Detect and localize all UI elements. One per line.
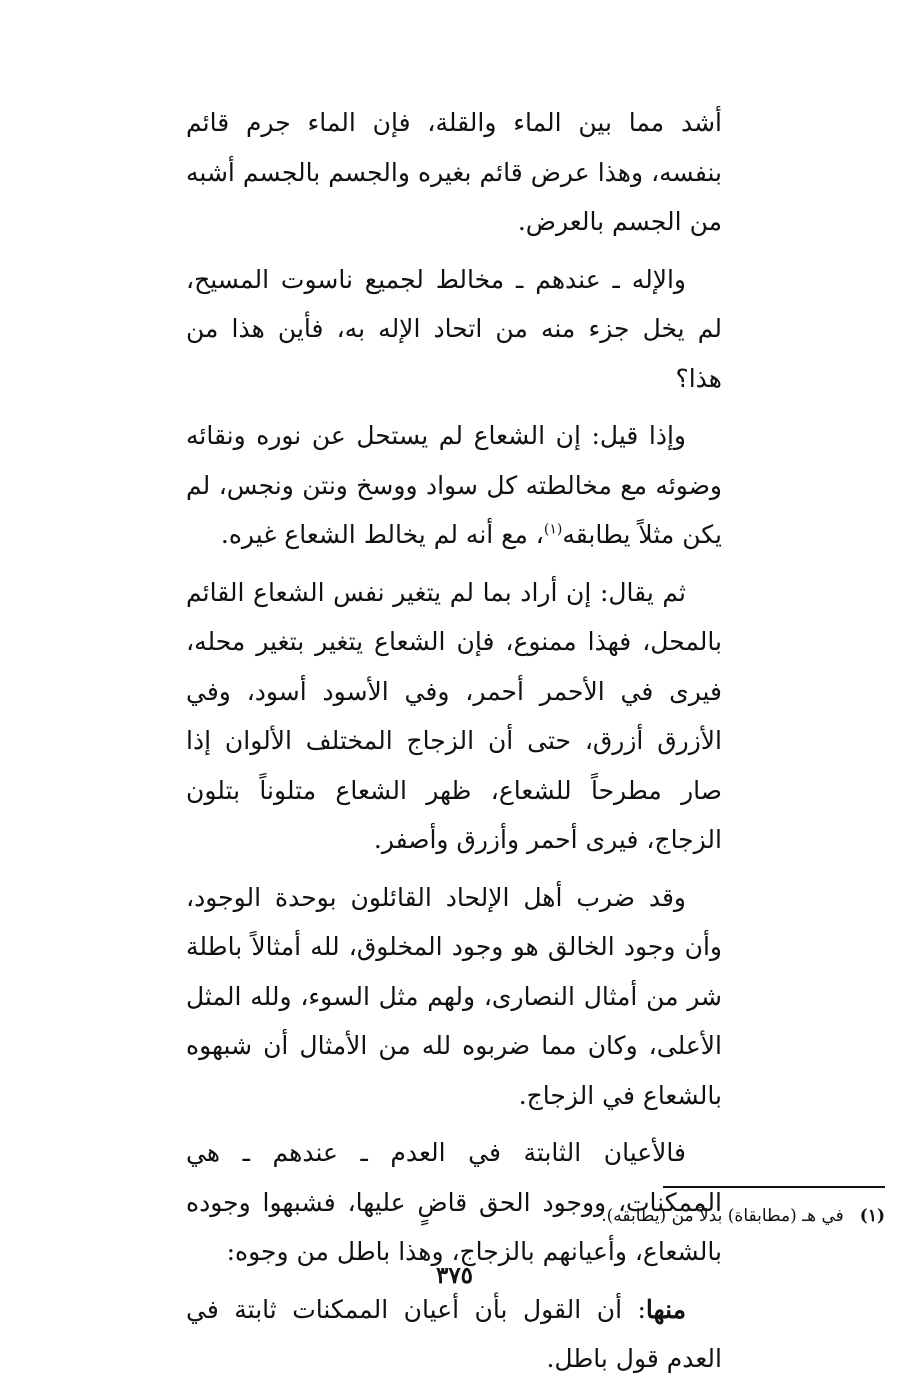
footnote-divider	[663, 1186, 885, 1188]
paragraph-7-text: : أن القول بأن أعيان الممكنات ثابتة في العدم قول باطل.	[186, 1294, 722, 1373]
paragraph-7-lead: منها	[645, 1294, 686, 1324]
paragraph-4	[186, 568, 722, 865]
paragraph-3-text-before: وإذا قيل: إن الشعاع لم يستحل عن نوره ونقائه وضوئه مع مخالطته كل سواد ووسخ ونتن ونجس، لم يكن مثلاً يطابقه	[186, 421, 722, 549]
paragraph-1	[186, 98, 722, 247]
paragraph-7	[186, 1285, 722, 1384]
footnote-number: (١)	[859, 1206, 885, 1226]
paragraph-3-text-after: ، مع أنه لم يخالط الشعاع غيره.	[220, 520, 544, 549]
paragraph-4-text: ثم يقال: إن أراد بما لم يتغير نفس الشعاع القائم بالمحل، فهذا ممنوع، فإن الشعاع يتغير بتغير محله، فيرى في الأحمر أحمر، وفي الأسود أسود، وفي الأزرق أزرق، حتى أن الزجاج المختلف الألوان إذا صار مطرحاً للشعاع، ظهر الشعاع متلوناً بتلون الزجاج، فيرى أحمر وأزرق وأصفر.	[186, 577, 722, 854]
paragraph-2	[186, 255, 722, 404]
main-text	[186, 98, 722, 1392]
footnote-marker[interactable]: (١)	[543, 521, 563, 538]
paragraph-5-text: وقد ضرب أهل الإلحاد القائلون بوحدة الوجود، وأن وجود الخالق هو وجود المخلوق، لله أمثالاً باطلة شر من أمثال النصارى، ولهم مثل السوء، ولله المثل الأعلى، وكان مما ضربوه لله من الأمثال أن شبهوه بالشعاع في الزجاج.	[186, 882, 722, 1110]
page-number: ٣٧٥	[435, 1262, 474, 1289]
paragraph-2-text: والإله ـ عندهم ـ مخالط لجميع ناسوت المسيح، لم يخل جزء منه من اتحاد الإله به، فأين هذا من هذا؟	[186, 264, 722, 393]
paragraph-5	[186, 873, 722, 1121]
paragraph-6-text: فالأعيان الثابتة في العدم ـ عندهم ـ هي الممكنات، ووجود الحق قاضٍ عليها، فشبهوا وجوده بالشعاع، وأعيانهم بالزجاج، وهذا باطل من وجوه:	[186, 1138, 722, 1266]
footnote	[285, 1202, 885, 1230]
footnote-text: في هـ (مطابقاة) بدلاً من (يطابقه).	[601, 1206, 844, 1226]
paragraph-1-text: أشد مما بين الماء والقلة، فإن الماء جرم قائم بنفسه، وهذا عرض قائم بغيره والجسم بالجسم أشبه من الجسم بالعرض.	[186, 108, 722, 236]
paragraph-3	[186, 411, 722, 560]
